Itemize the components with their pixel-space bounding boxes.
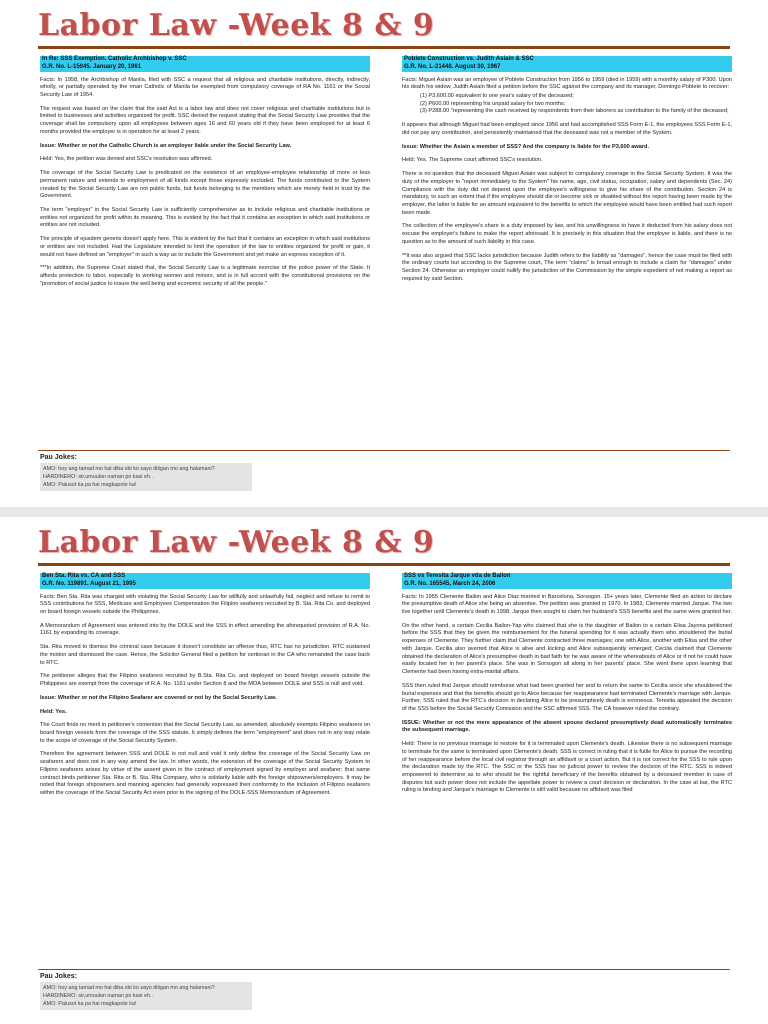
held-paragraph: Held: Yes. The Supreme court affirmed SSC's resolution. bbox=[402, 157, 543, 164]
joke-line: HARDINERO: sir,umuulan naman po kasi eh.. bbox=[43, 474, 153, 481]
case-title: Ben Sta. Rita vs. CA and SSS bbox=[40, 573, 370, 581]
title-rule bbox=[38, 46, 730, 49]
joke-line: AMO: Palusot ka pa hai magkapote ka! bbox=[43, 482, 137, 489]
facts-paragraph: Facts: In 1955 Clemente Bailon and Alice Diaz married in Barcelona, Sorsogon. 15+ years later, Clemente filed an action to declare the presumptive death of Alice she being an absentee. The petition was granted in 1970. In 1983, Clemente married Jarque. The two live together until Clemente's death in 1998. Jarque then sought to claim her husband's SSS benefits and the same were granted her. bbox=[402, 593, 732, 616]
claim-item: (1) P3,600.00 equivalent to one year's salary of the deceased; bbox=[420, 93, 574, 100]
case-title: SSS vs Teresita Jarque vda de Bailon bbox=[402, 573, 732, 581]
joke-line: HARDINERO: sir,umuulan naman po kasi eh.. bbox=[43, 993, 153, 1000]
page-title: Labor Law -Week 8 & 9 bbox=[38, 525, 435, 560]
case-number: G.R. No. L-15045. January 20, 1961 bbox=[40, 64, 370, 72]
jokes-title: Pau Jokes: bbox=[40, 454, 77, 461]
body-paragraph: The request was based on the claim that the said Act is a labor law and does not cover religious and charitable institutions but is limited to businesses and activities organized for profit. SSC denied the request stating that the Social Security Law provides that the coverage shall be compulsory upon all employees between ages 16 and 60 years old if they have been employed for at least 6 months provided the employer is in operation for at least 2 years. bbox=[40, 105, 370, 135]
facts-paragraph: Facts: Ben Sta. Rita was charged with violating the Social Security Law for willfully and unlawfully fail, neglect and refuse to remit to SSS contributions for SSS, Medicare and Employees Compensation the Filipino seafarers recruited by B. Sta. Rita Co. and deployed on board foreign vessels outside the Philippines. bbox=[40, 593, 370, 616]
body-paragraph: The Court finds no merit in petitioner's contention that the Social Security Law, as amended, absolutely exempts Filipino seafarers on board foreign vessels from the coverage of the SSS statute. It simply defines the term "employment" and does not in any way relate to the scope of coverage of the Social Security System. bbox=[40, 722, 370, 744]
title-rule bbox=[38, 563, 730, 566]
joke-line: AMO: hoy ang tamad mo hai diba sbi ko sayo diligan mo ang halamani? bbox=[43, 466, 215, 472]
case-column-right bbox=[402, 573, 732, 801]
body-paragraph: The petitioner alleges that the Filipino seafarers recruited by B.Sta. Rita Co. and deployed on board foreign vessels outside the Philippines are exempt from the coverage of R.A. No. 1161 under Section 8 and the MOA between DOLE and SSS is null and void. bbox=[40, 673, 370, 688]
case-column-left bbox=[40, 573, 370, 804]
body-paragraph: There is no question that the deceased Miguel Asiain was subject to compulsory coverage in the Social Security System. It was the duty of the employer to "report immediately to the System" his name, age, civil status, occupation, salary and dependents (Sec. 24) Compliance with the duty did not depend upon the employee's willingness to give his share of the contribution. Section 24 is mandatory, to such an extent that if the employee should die or become sick or disabled without the report having been made by the employer, the latter is liable for an amount equivalent to the benefits to which the employee would have been entitled had such report been made. bbox=[402, 171, 732, 216]
body-paragraph: The term "employer" in the Social Security Law is sufficiently comprehensive as to include religious and charitable institutions or entities not organized for profit within its meaning. This is evident by the fact that it contains an exception in which said institutions or entities are not included. bbox=[40, 206, 370, 229]
jokes-box bbox=[40, 982, 252, 1010]
facts-paragraph: Facts: In 1958, the Archbishop of Manila, filed with SSC a request that all religious and charitable institutions, directly, indirectly, wholly, or partially operated by the rman Catholic of Manila be exempted from compulsory coverage of RA No. 1161 or the Social Security Law of 1954. bbox=[40, 76, 370, 99]
joke-line: AMO: hoy ang tamad mo hai diba sbi ko sayo diligan mo ang halamani? bbox=[43, 985, 215, 991]
page-title: Labor Law -Week 8 & 9 bbox=[38, 8, 435, 43]
body-paragraph: SSS then ruled that Jarque should reimburse what had been granted her and to return the same to Cecilia since she shouldered the burial expenses and that the benefits should go to Alice because her reappearance had terminated Clemente's marriage with Jarque. Further, SSS ruled that the RTC's decision in declaring Alice to be presumptively death is erroneous. Teresita appealed the decision of the SSS before the Social Security Comission and the SSC affirmed SSS. The CA however ruled the contrary. bbox=[402, 682, 732, 712]
held-paragraph: Held: There is no previous marriage to restore for it is terminated upon Clemente's death. Likewise there is no subsequent marriage to terminate for the same is terminated upon Clemente's death. SSS is correct in ruling that it is futile for Alice to pursue the recording of her reappearance before the local civil registrar through an affidavit or a court action. But it is not correct for the SSS to rule upon the declaration made by the RTC. The SSC or the SSS has no judicial power to review the decision of the RTC. SSS is indeed empowered to determine as to who should be the rightful beneficiary of the benefits obtained by a deceased member in case of disputes but such power does not include the appellate power to review a court decision or declaration. In the case at bar, the RTC ruling is binding and Jarque's marriage to Clemente is still valid because no affidavit was filed bbox=[402, 741, 732, 794]
case-column-right bbox=[402, 56, 732, 289]
footer-rule bbox=[38, 450, 730, 451]
body-paragraph: ***In addition, the Supreme Court stated that, the Social Security Law is a legitimate exercise of the police power of the State. It affords protection to labor, especially to working women and minors, and is in full accord with the constitutional provisions on the "promotion of social justice to insure the well being and economic security of all the people." bbox=[40, 265, 370, 287]
case-column-left bbox=[40, 56, 370, 294]
page-1 bbox=[0, 0, 768, 507]
case-number: G.R. No. 119891. August 21, 1995 bbox=[40, 581, 370, 589]
issue-paragraph: Issue: Whether or not the Catholic Church is an employer liable under the Social Security Law. bbox=[40, 142, 292, 149]
claim-item: (3) P288.00 "representing the cash received by respondents from their laborers as contribution to the family of the deceased; bbox=[420, 108, 729, 115]
jokes-box bbox=[40, 463, 252, 491]
joke-line: AMO: Palusot ka pa hai magkapote ka! bbox=[43, 1001, 137, 1008]
body-paragraph: The coverage of the Social Security Law is predicated on the existence of an employee-employee relationship of more or less permanent nature and extends to employment of all kinds except those expressly excluded. The funds contributed to the System created by the Social Security Law are not public funds, but funds belonging to the members which are merely held in trust by the Government. bbox=[40, 170, 370, 200]
held-paragraph: Held: Yes. bbox=[40, 708, 67, 715]
issue-paragraph: Issue: Whether the Asiain a member of SSS? And the company is liable for the P3,600 award. bbox=[402, 143, 650, 150]
footer-rule bbox=[38, 969, 730, 970]
claim-item: (2) P600.00 representing his unpaid salary for two months; bbox=[420, 100, 566, 107]
held-paragraph: Held: Yes, the petition was denied and SSC's resolution was affirmed. bbox=[40, 156, 213, 163]
body-paragraph: Sta. Rita moved to dismiss the criminal case because it doesn't constitute an offense thus, RTC has no jurisdiction. RTC sustained the motion and dismissed the case. Hence, the Solicitor General filed a petition for certiorari in the CA who remanded the case back to RTC. bbox=[40, 644, 370, 666]
facts-paragraph: Facts: Miguel Asiain was an employee of Poblete Construction from 1956 to 1959 (died in 1959) with a monthly salary of P300. Upon his death his widow, Judith Asiain filed a petition before the SSC against the company and its manager, Domingo Poblete to recover: bbox=[402, 76, 732, 91]
case-number: G.R. No. L-21448. August 30, 1967 bbox=[402, 64, 732, 72]
body-paragraph: **It was also argued that SSC lacks jurisdiction because Judith refers to the liability as "damages", hence the case must be filed with the ordinary courts but according to the Supreme court, The term "claims" is broad enough to include a claim for "damages" under Section 24. Otherwise an employer could nullify the jurisdiction of the Commission by the simple expedient of not making a report as required by said Section. bbox=[402, 252, 732, 282]
case-title: Poblete Construction vs. Judith Asiain & SSC bbox=[402, 56, 732, 64]
body-paragraph: The collection of the employee's share is a duty imposed by law, and his unwillingness to have it deducted from his salary does not excuse the employer's failure to make the report aforesaid. It is precisely in this situation that the employer is liable, and there is no question as to the amount of such liability in this case. bbox=[402, 223, 732, 245]
page-2 bbox=[0, 517, 768, 1024]
issue-paragraph: ISSUE: Whether or not the mere appearance of the absent spouse declared presumptively dead automatically terminates the subsequent marriage. bbox=[402, 719, 732, 734]
body-paragraph: Therefore the agreement between SSS and DOLE is not null and void it only define the coverage of the Social Security Law on seafarers and does not in any way amend the law. In other words, the extension of the coverage of the Social Security System to Filipino seafarers arises by virtue of the assent given in the contract of employment signed by employer and seafarer; that same contract binds petitioner Sta. Rita or B. Sta. Rita Company, who is solidarily liable with the foreign shipowners/employers. It may be noted that foreign shipowners and manning agencies had generally expressed their conformity to the inclusion of Filipino seafarers within the coverage of the Social Security Act even prior to the signing of the DOLE-SSS Memorandum of Agreement. bbox=[40, 751, 370, 796]
jokes-title: Pau Jokes: bbox=[40, 973, 77, 980]
body-paragraph: The principle of ejusdem generis doesn't apply here. This is evident by the fact that it contains an exception in which said institutions or entities are not included. Had the Legislature intended to limit the operation of the law to entities organized for profit or gain, it would not have defined an "employer" in such a way as to include the Government and yet make an express exception of it. bbox=[40, 236, 370, 258]
body-paragraph: It appears that although Miguel had been employed since 1956 and had accomplished SSS Form E-1, the employees SSS Form E-1, did not pay any contribution, and persistently maintained that the deceased was not a member of the System. bbox=[402, 122, 732, 136]
case-title: In Re: SSS Exemption. Catholic Archbishop v. SSC bbox=[40, 56, 370, 64]
body-paragraph: A Memorandum of Agreement was entered into by the DOLE and the SSS in effect amending the aforequoted provision of R.A. No. 1161 by expanding its coverage. bbox=[40, 622, 370, 637]
body-paragraph: On the other hand, a certain Cecilia Bailon-Yap who claimed that she is the daughter of Bailon to a certain Elisa Jayona petitioned before the SSS that they be given the reimbursement for the funeral spending for it was actually them who shouldered the burial expenses of Clemente. They further claim that Clemente contracted three marriages; one with Alice, another with Elisa and the other with Jarque. Cecilia also averred that Alice is alive and kicking and Alice subsequently emerged; Cecilia claimed that Clemente obtained the declaration of Alice's presumptive death in bad faith for he was aware of the whereabouts of Alice or if not he could have easily located her in her parent's place. She was in Sorsogon all along in her parents' place. She went there upon learning that Clemente had been having extra-marital affairs. bbox=[402, 622, 732, 676]
case-number: G.R. No. 165545, March 24, 2006 bbox=[402, 581, 732, 589]
issue-paragraph: Issue: Whether or not the Filipino Seafarer are covered or not by the Social Security Law. bbox=[40, 694, 277, 701]
